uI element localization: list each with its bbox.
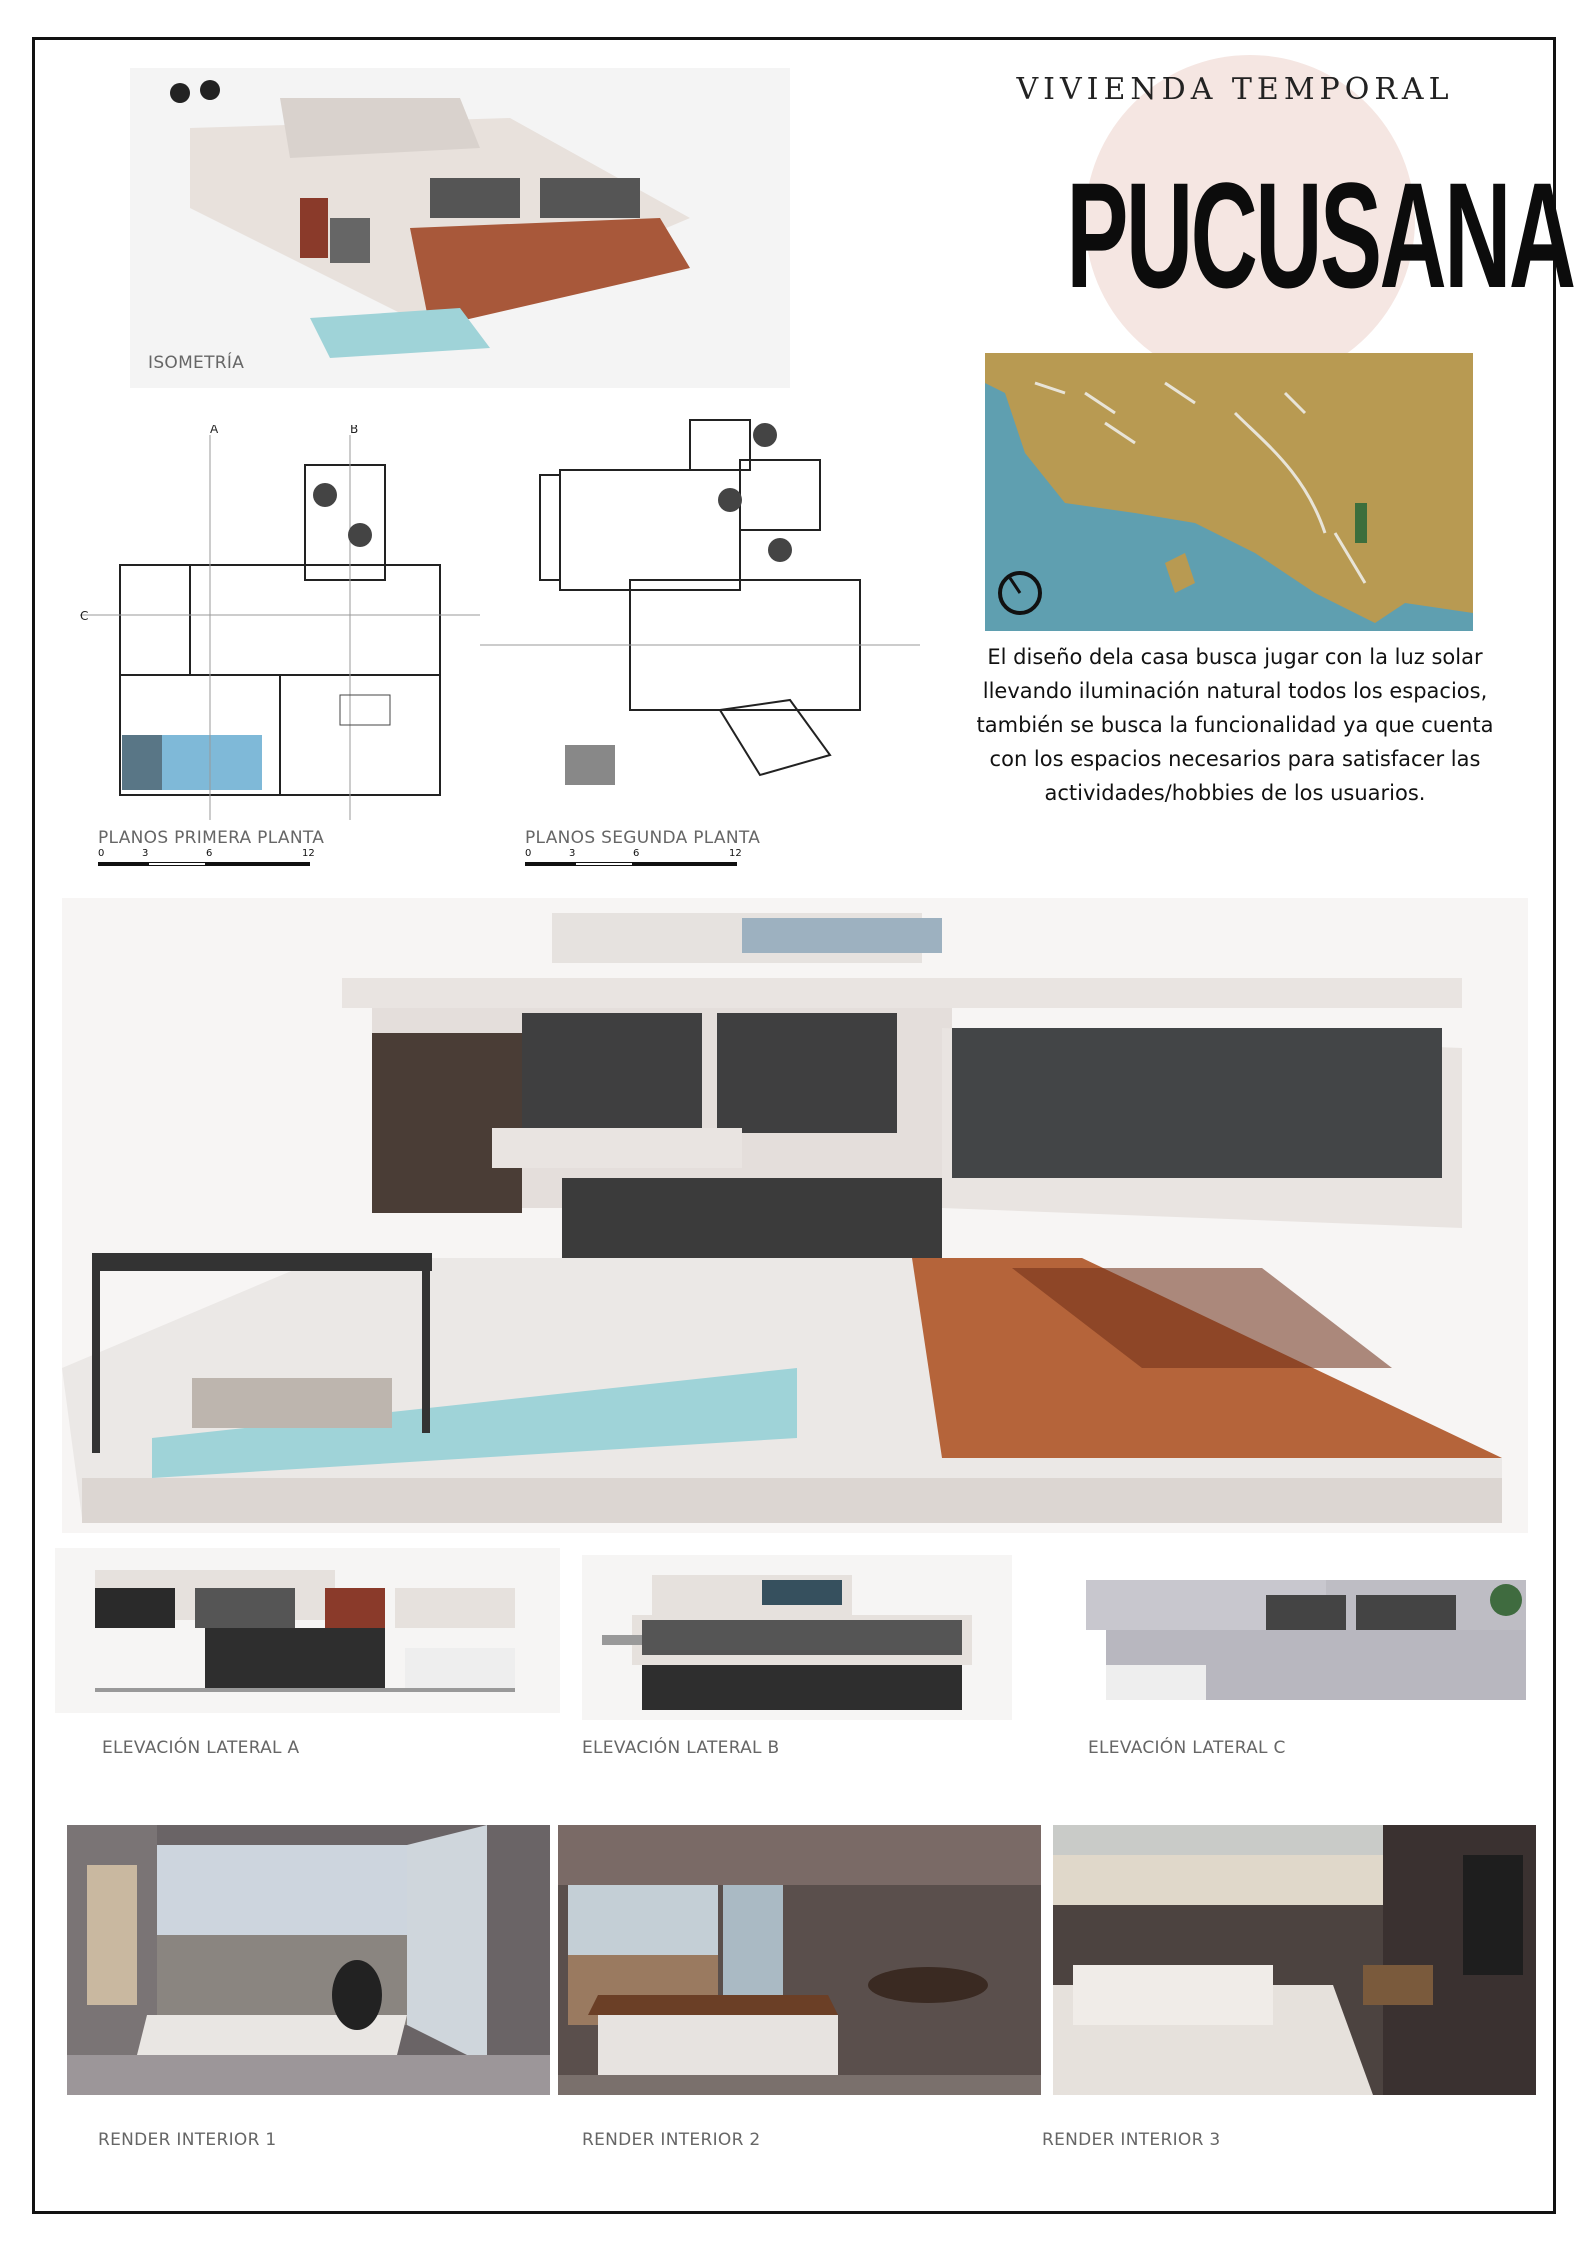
second-floor-plan xyxy=(480,400,920,800)
elevation-a-image xyxy=(55,1548,560,1713)
render-interior-3-image xyxy=(1053,1825,1536,2095)
first-floor-label: PLANOS PRIMERA PLANTA xyxy=(98,828,325,848)
plan1-mark-a: A xyxy=(210,425,219,436)
render-interior-2-label: RENDER INTERIOR 2 xyxy=(582,2130,761,2150)
isometry-label: ISOMETRÍA xyxy=(148,353,245,373)
subtitle: VIVIENDA TEMPORAL xyxy=(1016,72,1454,107)
plan1-mark-c: C xyxy=(80,609,89,623)
render-interior-1-label: RENDER INTERIOR 1 xyxy=(98,2130,277,2150)
render-interior-1-image xyxy=(67,1825,550,2095)
elevation-b-image xyxy=(582,1555,1012,1720)
isometry-image xyxy=(130,68,790,388)
elevation-b-label: ELEVACIÓN LATERAL B xyxy=(582,1738,780,1758)
main-exterior-render xyxy=(62,898,1528,1533)
site-map xyxy=(985,353,1473,631)
elevation-c-label: ELEVACIÓN LATERAL C xyxy=(1088,1738,1286,1758)
page-title: PUCUSANA xyxy=(1066,151,1574,319)
second-floor-label: PLANOS SEGUNDA PLANTA xyxy=(525,828,761,848)
render-interior-2-image xyxy=(558,1825,1041,2095)
plan1-mark-b: B xyxy=(350,425,359,436)
elevation-c-image xyxy=(1086,1570,1534,1715)
first-floor-plan xyxy=(80,425,480,820)
elevation-a-label: ELEVACIÓN LATERAL A xyxy=(102,1738,300,1758)
project-description: El diseño dela casa busca jugar con la luz solar llevando iluminación natural todos los espacios, también se busca la funcionalidad ya que cuenta con los espacios necesarios para satisfacer las actividades/hobbies de los usuarios. xyxy=(976,645,1494,805)
first-floor-scale-bar: 0 3 6 12 xyxy=(98,848,318,872)
second-floor-scale-bar: 0 3 6 12 xyxy=(525,848,745,872)
render-interior-3-label: RENDER INTERIOR 3 xyxy=(1042,2130,1221,2150)
